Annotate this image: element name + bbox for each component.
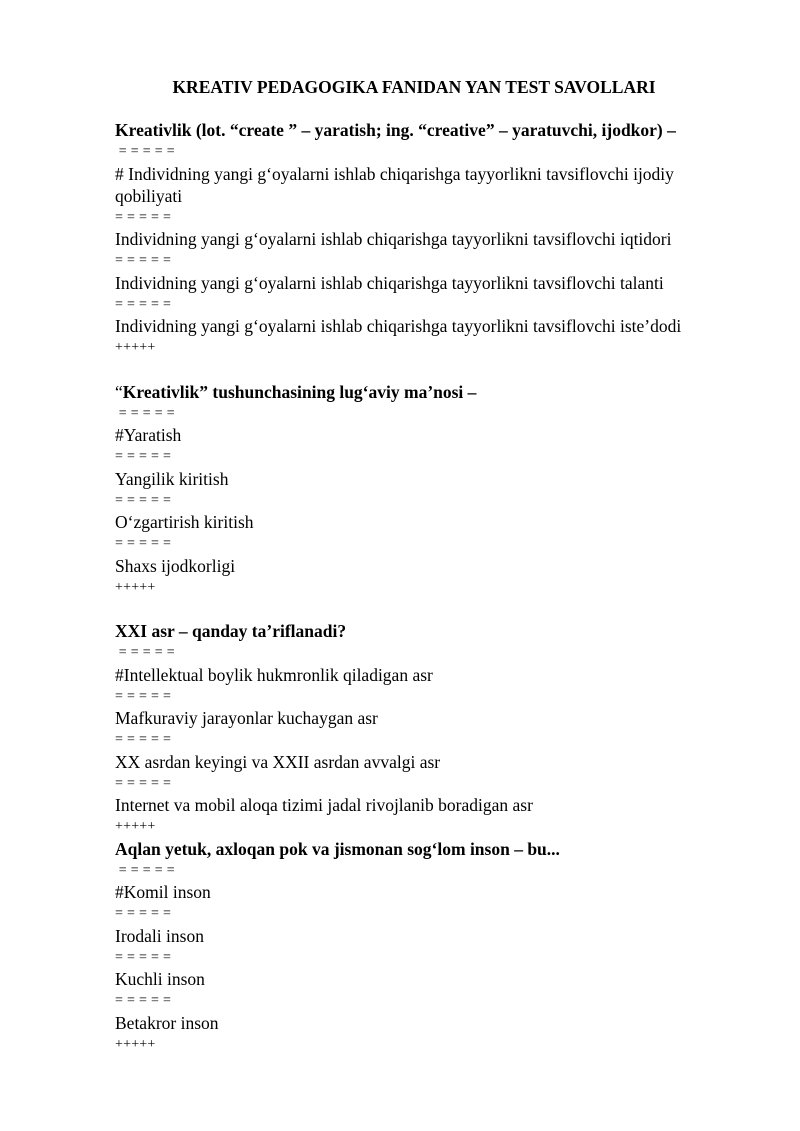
question-2-option-3: O‘zgartirish kiritish [115,512,254,532]
separator: = = = = = [115,296,172,312]
end-marker: +++++ [115,579,156,595]
question-block-2 [115,381,730,599]
question-1-text: Kreativlik (lot. “create ” – yaratish; ing. “creative” – yaratuvchi, ijodkor) – [115,120,676,140]
question-4-option-3: Kuchli inson [115,969,205,989]
end-marker: +++++ [115,1036,156,1052]
question-3-option-1: #Intellektual boylik hukmronlik qiladigan asr [115,664,433,685]
separator: = = = = = [115,645,175,660]
test-content [115,119,730,1055]
question-2-option-4: Shaxs ijodkorligi [115,555,236,576]
separator: = = = = = [115,253,172,268]
question-3-option-4: Internet va mobil aloqa tizimi jadal rivojlanib boradigan asr [115,795,533,815]
question-4-option-2: Irodali inson [115,925,204,946]
separator: = = = = = [115,993,172,1008]
separator: = = = = = [115,949,172,965]
question-block-3 [115,620,730,838]
question-3-option-3: XX asrdan keyingi va XXII asrdan avvalgi asr [115,751,441,772]
separator: = = = = = [115,536,172,551]
question-1-option-3: Individning yangi g‘oyalarni ishlab chiqarishga tayyorlikni tavsiflovchi talanti [115,272,664,293]
question-1-option-1: # Individning yangi g‘oyalarni ishlab chiqarishga tayyorlikni tavsiflovchi ijodiy qobiliyati [115,163,674,206]
separator: = = = = = [115,144,175,159]
question-2-body: Kreativlik” tushunchasining lug‘aviy ma’nosi – [122,381,477,402]
question-4-text: Aqlan yetuk, axloqan pok va jismonan sog‘lom inson – bu... [115,838,560,859]
spacer [115,359,730,381]
separator: = = = = = [115,862,175,878]
spacer [115,598,730,620]
separator: = = = = = [115,688,172,704]
question-4-option-4: Betakror inson [115,1012,219,1033]
question-2-open-quote: “ [115,381,123,402]
separator: = = = = = [115,775,172,791]
separator: = = = = = [115,209,172,225]
question-2-text [115,381,730,403]
question-1-option-2: Individning yangi g‘oyalarni ishlab chiqarishga tayyorlikni tavsiflovchi iqtidori [115,229,672,249]
question-block-4 [115,838,730,1056]
question-2-option-2: Yangilik kiritish [115,468,229,489]
separator: = = = = = [115,449,172,464]
question-1-option-4: Individning yangi g‘oyalarni ishlab chiqarishga tayyorlikni tavsiflovchi iste’dodi [115,316,682,336]
end-marker: +++++ [115,819,156,834]
question-3-option-2: Mafkuraviy jarayonlar kuchaygan asr [115,708,378,728]
question-block-1 [115,119,730,359]
question-2-option-1: #Yaratish [115,425,182,445]
separator: = = = = = [115,492,172,508]
question-4-option-1: #Komil inson [115,882,211,902]
end-marker: +++++ [115,340,156,355]
separator: = = = = = [115,405,175,421]
separator: = = = = = [115,732,172,747]
separator: = = = = = [115,906,172,921]
question-3-text: XXI asr – qanday ta’riflanadi? [115,621,347,641]
page-title: KREATIV PEDAGOGIKA FANIDAN YAN TEST SAVOLLARI [172,77,656,97]
